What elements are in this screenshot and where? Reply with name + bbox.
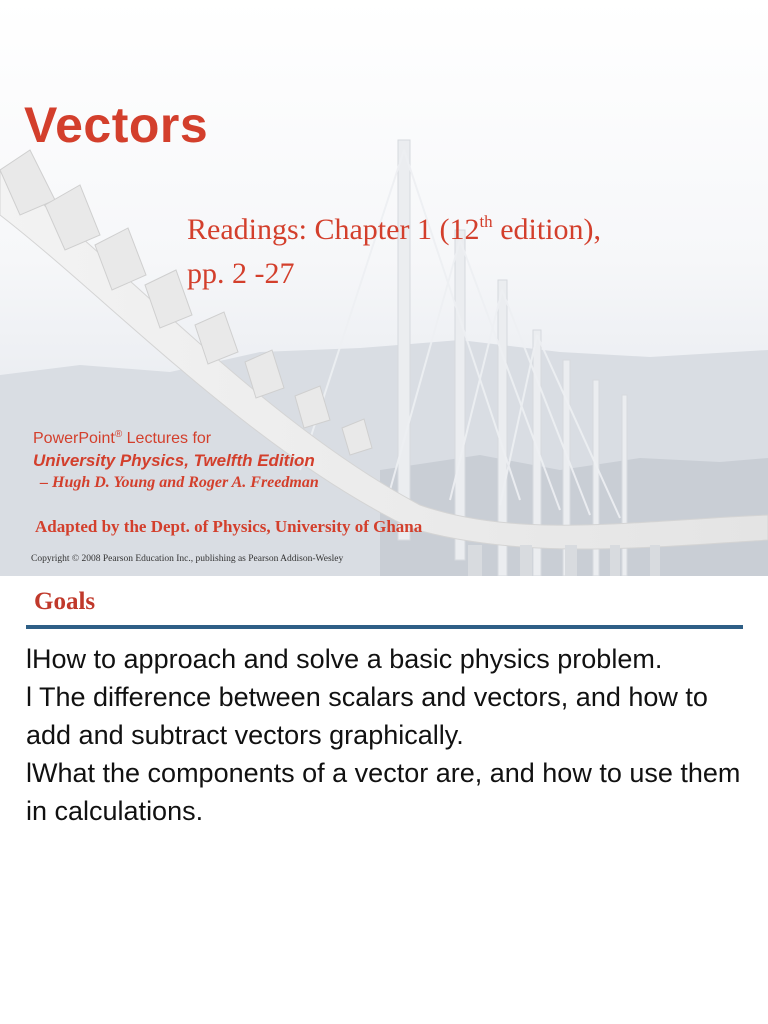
readings-pages: pp. 2 -27 (187, 257, 295, 290)
goal-item: lWhat the components of a vector are, and how to use them in calculations. (26, 758, 741, 826)
adapted-by-credit: Adapted by the Dept. of Physics, University of Ghana (35, 517, 423, 536)
lectures-line (33, 428, 211, 451)
heading-divider (26, 625, 743, 629)
goals-heading: Goals (34, 588, 96, 615)
goal-item: l The difference between scalars and vectors, and how to add and subtract vectors graphically. (26, 682, 708, 750)
goals-slide (0, 576, 768, 1024)
slide-title: Vectors (24, 97, 209, 153)
readings-edition: edition), (492, 213, 601, 246)
copyright-notice: Copyright © 2008 Pearson Education Inc., publishing as Pearson Addison-Wesley (31, 554, 344, 564)
lectures-for-label: Lectures for (122, 430, 212, 447)
book-authors: – Hugh D. Young and Roger A. Freedman (40, 474, 319, 491)
powerpoint-label: PowerPoint (33, 430, 115, 447)
registered-mark: ® (114, 429, 123, 440)
readings-text (187, 210, 747, 294)
goals-list (26, 640, 746, 830)
ordinal-superscript: th (479, 212, 493, 231)
goal-item: lHow to approach and solve a basic physics problem. (26, 644, 663, 674)
readings-line-1 (187, 210, 747, 254)
book-title: University Physics, Twelfth Edition (33, 451, 315, 470)
readings-chapter: Readings: Chapter 1 (12 (187, 213, 480, 246)
